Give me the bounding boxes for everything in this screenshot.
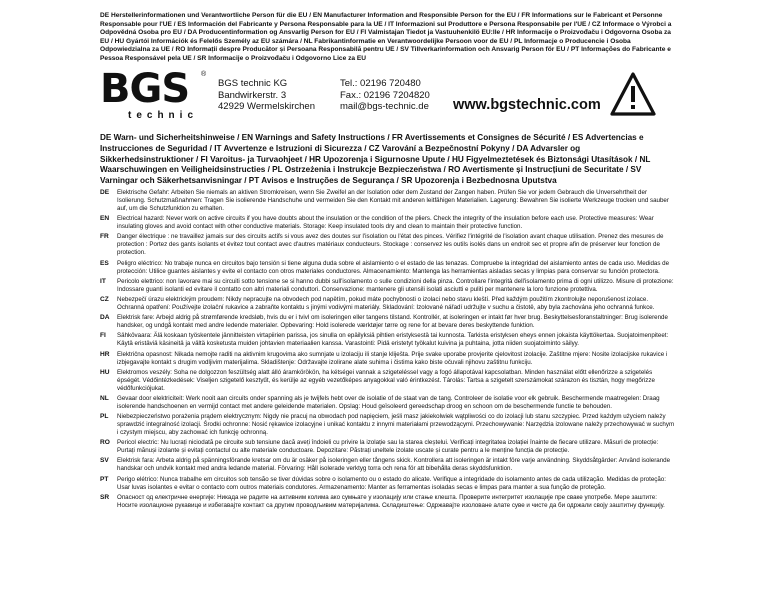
safety-entry-es xyxy=(100,260,675,276)
language-code: PL xyxy=(100,413,109,421)
safety-text: Nebezpečí úrazu elektrickým proudem: Nikdy nepracujte na obvodech pod napětím, pokud máte pochybnosti o izolaci nebo stavu kleští. Před každým použitím zkontrolujte neporušenost izolace. Ochranná opatření: Používejte izolační rukavice a zabraňte kontaktu s jinými vodivými materiály. Skladování: Izolované nářadí udržujte v suchu a čistotě, aby byla zachována jeho ochranná funkce. xyxy=(117,295,655,311)
manufacturer-info-heading: DE Herstellerinformationen und Verantwortliche Person für die EU / EN Manufacturer Information and Responsible Person for the EU / FR Informations sur le Fabricant et Personne Responsable pour l'UE / ES Información del Fabricante y Persona Responsable para la UE / IT Informazioni sul Produttore e Persona Responsabile per l'UE / CZ Informace o Výrobci a Odpovědná Osoba pro EU / DA Producentinformation og Ansvarlig Person for EU / FI Valmistajan Tiedot ja Vastuuhenkilö EU:lle / HR Informacije o Proizvođaču i Odgovorna Osoba za EU / HU Gyártói Információk és Felelős Személy az EU számára / NL Fabrikantinformatie en Verantwoordelijke Persoon voor de EU / PL Informacje o Producencie i Osoba Odpowiedzialna za UE / RO Informații despre Producător și Persoana Responsabilă pentru UE / SV Tillverkarinformation och Ansvarig Person för EU / PT Informações do Fabricante e Pessoa Responsável pela UE / SR Informacije o Proizvođaču i Odgovorno Lice za EU xyxy=(100,12,672,62)
language-code: RO xyxy=(100,439,110,447)
company-name: BGS technic KG xyxy=(218,78,288,89)
safety-entry-de xyxy=(100,189,675,213)
language-code: FI xyxy=(100,332,106,340)
safety-entry-it xyxy=(100,278,675,294)
safety-entry-pt xyxy=(100,476,675,492)
safety-entry-pl xyxy=(100,413,675,437)
safety-text: Elektrisk fara: Arbeta aldrig på spänningsförande kretsar om du är osäker på isoleringen eller tångens skick. Kontrollera att isoleringen är intakt före varje användning. Skyddsåtgärder: Använd isolerande handskar och undvik kontakt med andra ledande material. Förvaring: Håll isolerade verktyg torra och rena för att bibehålla deras skyddsfunktion. xyxy=(117,457,671,473)
website: www.bgstechnic.com xyxy=(453,97,601,113)
language-code: PT xyxy=(100,475,109,483)
logo-text: BGS xyxy=(100,66,190,112)
bgs-logo xyxy=(100,66,212,124)
safety-entries xyxy=(100,189,675,512)
company-city: 42929 Wermelskirchen xyxy=(218,101,315,112)
safety-text: Sähkövaara: Älä koskaan työskentele jännitteisten virtapiirien parissa, jos sinulla on epäilyksiä pihtien eristyksestä tai kunnosta. Tarkista eristyksen eheys ennen jokaista käyttökertaa. Suojatoimenpiteet: Käytä eristäviä käsineitä ja vältä kosketusta muiden johtavien materiaalien kanssa. Varastointi: Pidä eristetyt työkalut kuivina ja puhtaina, jotta niiden suojatoiminto säilyy. xyxy=(117,332,669,348)
safety-text: Elektrische Gefahr: Arbeiten Sie niemals an aktiven Stromkreisen, wenn Sie Zweifel an der Isolation oder dem Zustand der Zangen haben. Prüfen Sie vor jedem Gebrauch die Unversehrtheit der Isolierung. Schutzmaßnahmen: Tragen Sie isolierende Handschuhe und vermeiden Sie den Kontakt mit anderen leitfähigen Materialien. Lagerung: Bewahren Sie isolierte Werkzeuge trocken und sauber auf, um die Schutzfunktion zu erhalten. xyxy=(117,189,669,212)
registered-mark: ® xyxy=(201,71,207,78)
language-code: DA xyxy=(100,314,110,322)
safety-text: Peligro eléctrico: No trabaje nunca en circuitos bajo tensión si tiene alguna duda sobre el aislamiento o el estado de las tenazas. Compruebe la integridad del aislamiento antes de cada uso. Medidas de protección: Utilice guantes aislantes y evite el contacto con otros materiales conductores. Almacenamiento: Mantenga las herramientas aisladas secas y limpias para conservar su función protectora. xyxy=(117,259,670,275)
safety-text: Danger électrique : ne travaillez jamais sur des circuits actifs si vous avez des doutes sur l'isolation ou l'état des pinces. Vérifiez l'intégrité de l'isolation avant chaque utilisation. Prenez des mesures de protection : Portez des gants isolants et évitez tout contact avec d'autres matériaux conducteurs. Stockage : conservez les outils isolés dans un endroit sec et propre afin de préserver leur fonction de protection. xyxy=(117,233,664,257)
language-code: FR xyxy=(100,233,109,241)
safety-text: Elektromos veszély: Soha ne dolgozzon feszültség alatt álló áramkörökön, ha kétségei vannak a szigeteléssel vagy a fogó állapotával kapcsolatban. Minden használat előtt ellenőrizze a szigetelés épségét. Védőintézkedések: Viseljen szigetelő kesztyűt, és kerülje az egyéb vezetőképes anyagokkal való érintkezést. Tárolás: Tartsa a szigetelt szerszámokat szárazon és tisztán, hogy megőrizze védőfunkciójukat. xyxy=(117,368,655,392)
logo-subtext: technic xyxy=(128,110,199,121)
safety-entry-cz xyxy=(100,296,675,312)
safety-text: Опасност од електричне енергије: Никада не радите на активним колима ако сумњате у изолацију или стање клешта. Проверите интегритет изолације пре сваке употребе. Мере заштите: Носите изолационе рукавице и избегавајте контакт са другим проводљивим материјалима. Складиштење: Одржавајте изоловане алате суве и чисте да би одржали своју заштитну функцију. xyxy=(117,493,665,509)
safety-text: Pericolo elettrico: non lavorare mai su circuiti sotto tensione se si hanno dubbi sull'isolamento o sulle condizioni della pinza. Controllare l'integrità dell'isolamento prima di ogni utilizzo. Misure di protezione: Indossare guanti isolanti ed evitare il contatto con altri materiali conduttori. Conservazione: mantenere gli utensili isolati asciutti e puliti per mantenere la loro funzione protettiva. xyxy=(117,277,674,293)
warning-triangle-icon xyxy=(610,72,656,116)
language-code: NL xyxy=(100,394,109,402)
safety-entry-hu xyxy=(100,369,675,393)
safety-entry-fr xyxy=(100,233,675,257)
company-contact xyxy=(340,78,430,113)
language-code: HR xyxy=(100,350,110,358)
safety-entry-hr xyxy=(100,351,675,367)
phone: Tel.: 02196 720480 xyxy=(340,78,421,89)
safety-entry-ro xyxy=(100,439,675,455)
safety-entry-fi xyxy=(100,332,675,348)
language-code: SR xyxy=(100,493,110,501)
safety-text: Perigo elétrico: Nunca trabalhe em circuitos sob tensão se tiver dúvidas sobre o isolamento ou o estado do alicate. Verifique a integridade do isolamento antes de cada utilização. Medidas de proteção: Usar luvas isolantes e evitar o contacto com outros materiais condutores. Armazenamento: Manter as ferramentas isoladas secas e limpas para manter a sua função de proteção. xyxy=(117,475,666,491)
safety-text: Niebezpieczeństwo porażenia prądem elektrycznym: Nigdy nie pracuj na obwodach pod napięciem, jeśli masz jakiekolwiek wątpliwości co do izolacji lub stanu szczypiec. Przed każdym użyciem należy sprawdzić integralność izolacji. Środki ochronne: Nosić rękawice izolacyjne i unikać kontaktu z innymi materiałami przewodzącymi. Przechowywanie: Narzędzia izolowane należy przechowywać w suchym i czystym miejscu, aby zachować ich funkcję ochronną. xyxy=(117,413,675,437)
safety-entry-en xyxy=(100,215,675,231)
language-code: EN xyxy=(100,215,110,223)
email: mail@bgs-technic.de xyxy=(340,101,429,112)
company-row xyxy=(100,66,675,128)
safety-entry-sr xyxy=(100,494,675,510)
safety-text: Electrical hazard: Never work on active circuits if you have doubts about the insulation or the condition of the pliers. Check the integrity of the insulation before each use. Protective measures: Wear insulating gloves and avoid contact with other conductive materials. Storage: Keep insulated tools dry and clean to maintain their protective function. xyxy=(117,215,654,231)
safety-text: Elektrisk fare: Arbejd aldrig på strømførende kredsløb, hvis du er i tvivl om isoleringen eller tangens tilstand. Kontrollér, at isoleringen er intakt før hver brug. Beskyttelsesforanstaltninger: Brug isolerende handsker, og undgå kontakt med andre ledende materialer. Opbevaring: Hold isolerede værktøjer tørre og rene for at bevare deres beskyttende funktion. xyxy=(117,314,668,330)
safety-heading: DE Warn- und Sicherheitshinweise / EN Warnings and Safety Instructions / FR Avertissements et Consignes de Sécurité / ES Advertencias e Instrucciones de Seguridad / IT Avvertenze e Istruzioni di Sicurezza / CZ Varování a Bezpečnostní Pokyny / DA Advarsler og Sikkerhedsinstruktioner / FI Varoitus- ja Turvaohjeet / HR Upozorenja i Sigurnosne Upute / HU Figyelmeztetések és Biztonsági Utasítások / NL Waarschuwingen en Veiligheidsinstructies / PL Ostrzeżenia i Instrukcje Bezpieczeństwa / RO Avertismente și Instrucțiuni de Securitate / SV Varningar och Säkerhetsanvisningar / PT Avisos e Instruções de Segurança / SR Upozorenja i Bezbednosna Uputstva xyxy=(100,133,651,186)
language-code: CZ xyxy=(100,295,109,303)
safety-text: Gevaar door elektriciteit: Werk nooit aan circuits onder spanning als je twijfels hebt over de isolatie of de staat van de tang. Controleer de isolatie voor elk gebruik. Beschermende maatregelen: Draag isolerende handschoenen en vermijd contact met andere geleidende materialen. Opslag: Houd geïsoleerd gereedschap droog en schoon om de beschermende functie te behouden. xyxy=(117,394,660,410)
language-code: ES xyxy=(100,259,109,267)
language-code: SV xyxy=(100,457,109,465)
language-code: IT xyxy=(100,277,106,285)
company-address xyxy=(218,78,315,113)
safety-entry-da xyxy=(100,314,675,330)
language-code: HU xyxy=(100,368,110,376)
safety-text: Pericol electric: Nu lucrați niciodată pe circuite sub tensiune dacă aveți îndoieli cu privire la izolație sau la starea cleștelui. Verificați integritatea izolației înainte de fiecare utilizare. Măsuri de protecție: Purtați mănuși izolante și evitați contactul cu alte materiale conductoare. Depozitare: Păstrați uneltele izolate uscate și curate pentru a le menține funcția de protecție. xyxy=(117,439,659,455)
safety-text: Električna opasnost: Nikada nemojte raditi na aktivnim krugovima ako sumnjate u izolaciju ili stanje kliješta. Prije svake uporabe provjerite cjelovitost izolacije. Zaštitne mjere: Nosite izolacijske rukavice i izbjegavajte kontakt s drugim vodljivim materijalima. Skladištenje: Održavajte izolirane alate suhima i čistima kako biste očuvali njihovu zaštitnu funkciju. xyxy=(117,350,668,366)
safety-entry-sv xyxy=(100,457,675,473)
fax: Fax.: 02196 7204820 xyxy=(340,89,430,101)
safety-entry-nl xyxy=(100,395,675,411)
language-code: DE xyxy=(100,189,110,196)
company-street: Bandwirkerstr. 3 xyxy=(218,89,287,101)
